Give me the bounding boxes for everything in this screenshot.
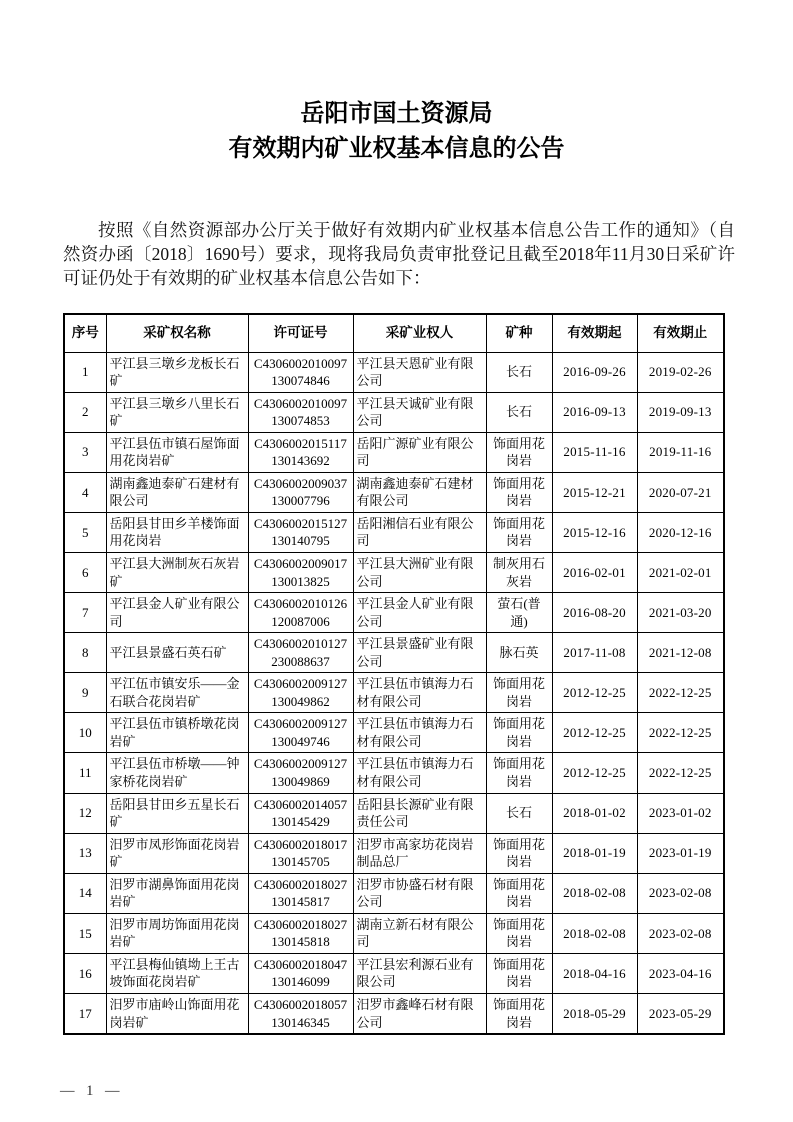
cell-serial-number: 14 (64, 873, 106, 913)
cell-rights-holder: 平江县金人矿业有限公司 (353, 593, 486, 633)
cell-valid-to: 2020-07-21 (637, 472, 724, 512)
cell-rights-holder: 平江县天恩矿业有限公司 (353, 352, 486, 392)
cell-mineral-type: 饰面用花岗岩 (486, 994, 552, 1035)
cell-mineral-type: 长石 (486, 793, 552, 833)
table-row (64, 552, 724, 592)
cell-mine-name: 平江县伍市镇石屋饰面用花岗岩矿 (106, 432, 248, 472)
cell-mineral-type: 饰面用花岗岩 (486, 512, 552, 552)
license-line-1: C4306002010097 (253, 395, 348, 411)
cell-serial-number: 4 (64, 472, 106, 512)
cell-valid-from: 2016-09-13 (552, 392, 637, 432)
table-header-row (64, 314, 724, 352)
license-line-1: C4306002010097 (253, 355, 348, 371)
header-rights-holder: 采矿业权人 (353, 314, 486, 352)
cell-mine-name: 汨罗市庙岭山饰面用花岗岩矿 (106, 994, 248, 1035)
cell-license-number (248, 392, 353, 432)
cell-mine-name: 平江县大洲制灰石灰岩矿 (106, 552, 248, 592)
license-line-2: 130145818 (271, 934, 330, 950)
cell-valid-from: 2015-12-21 (552, 472, 637, 512)
license-line-1: C4306002018047 (253, 956, 348, 972)
table-row (64, 472, 724, 512)
table-row (64, 994, 724, 1035)
cell-serial-number: 16 (64, 953, 106, 993)
license-line-2: 130145429 (271, 814, 330, 830)
cell-license-number (248, 512, 353, 552)
cell-rights-holder: 汨罗市协盛石材有限公司 (353, 873, 486, 913)
cell-mine-name: 平江县梅仙镇坳上王古坡饰面花岗岩矿 (106, 953, 248, 993)
table-row (64, 432, 724, 472)
cell-valid-from: 2018-01-19 (552, 833, 637, 873)
cell-mineral-type: 饰面用花岗岩 (486, 913, 552, 953)
cell-mine-name: 汨罗市湖鼻饰面用花岗岩矿 (106, 873, 248, 913)
cell-rights-holder: 平江县伍市镇海力石材有限公司 (353, 713, 486, 753)
cell-mine-name: 汨罗市凤形饰面花岗岩矿 (106, 833, 248, 873)
cell-valid-to: 2021-02-01 (637, 552, 724, 592)
cell-valid-from: 2016-08-20 (552, 593, 637, 633)
cell-rights-holder: 平江县大洲矿业有限公司 (353, 552, 486, 592)
cell-rights-holder: 岳阳广源矿业有限公司 (353, 432, 486, 472)
license-line-1: C4306002014057 (253, 796, 348, 812)
cell-valid-to: 2023-02-08 (637, 913, 724, 953)
cell-serial-number: 5 (64, 512, 106, 552)
license-line-1: C4306002018027 (253, 916, 348, 932)
license-line-2: 130049746 (271, 733, 330, 749)
cell-mine-name: 岳阳县甘田乡羊楼饰面用花岗岩 (106, 512, 248, 552)
cell-mine-name: 平江县三墩乡八里长石矿 (106, 392, 248, 432)
cell-mineral-type: 脉石英 (486, 633, 552, 673)
cell-mineral-type: 饰面用花岗岩 (486, 713, 552, 753)
license-line-2: 120087006 (271, 613, 330, 629)
cell-serial-number: 7 (64, 593, 106, 633)
cell-valid-to: 2023-01-02 (637, 793, 724, 833)
cell-serial-number: 6 (64, 552, 106, 592)
cell-valid-to: 2022-12-25 (637, 713, 724, 753)
cell-mineral-type: 饰面用花岗岩 (486, 753, 552, 793)
cell-rights-holder: 岳阳县长源矿业有限责任公司 (353, 793, 486, 833)
cell-license-number (248, 713, 353, 753)
license-line-2: 230088637 (271, 653, 330, 669)
cell-mineral-type: 长石 (486, 352, 552, 392)
cell-rights-holder: 平江县景盛矿业有限公司 (353, 633, 486, 673)
license-line-2: 130146345 (271, 1014, 330, 1030)
cell-valid-from: 2018-02-08 (552, 913, 637, 953)
cell-valid-to: 2023-01-19 (637, 833, 724, 873)
table-row (64, 953, 724, 993)
cell-valid-from: 2018-05-29 (552, 994, 637, 1035)
header-serial-number: 序号 (64, 314, 106, 352)
cell-license-number (248, 833, 353, 873)
cell-serial-number: 12 (64, 793, 106, 833)
table-row (64, 352, 724, 392)
cell-valid-from: 2016-02-01 (552, 552, 637, 592)
table-row (64, 593, 724, 633)
document-title (0, 96, 793, 166)
header-valid-from: 有效期起 (552, 314, 637, 352)
license-line-1: C4306002015127 (253, 515, 348, 531)
license-line-2: 130013825 (271, 573, 330, 589)
cell-serial-number: 1 (64, 352, 106, 392)
cell-valid-to: 2021-03-20 (637, 593, 724, 633)
cell-valid-from: 2018-01-02 (552, 793, 637, 833)
mining-permits-table (63, 313, 725, 1035)
cell-rights-holder: 汨罗市鑫峰石材有限公司 (353, 994, 486, 1035)
cell-serial-number: 13 (64, 833, 106, 873)
cell-mine-name: 平江县金人矿业有限公司 (106, 593, 248, 633)
cell-mineral-type: 饰面用花岗岩 (486, 873, 552, 913)
table-row (64, 392, 724, 432)
license-line-2: 130049862 (271, 693, 330, 709)
cell-valid-to: 2023-05-29 (637, 994, 724, 1035)
table-row (64, 873, 724, 913)
license-line-2: 130146099 (271, 974, 330, 990)
cell-serial-number: 17 (64, 994, 106, 1035)
table-row (64, 673, 724, 713)
cell-license-number (248, 673, 353, 713)
license-line-2: 130145817 (271, 894, 330, 910)
cell-mine-name: 平江县景盛石英石矿 (106, 633, 248, 673)
license-line-2: 130143692 (271, 453, 330, 469)
cell-serial-number: 3 (64, 432, 106, 472)
cell-license-number (248, 593, 353, 633)
cell-valid-from: 2018-04-16 (552, 953, 637, 993)
cell-mineral-type: 长石 (486, 392, 552, 432)
table-row (64, 793, 724, 833)
cell-mine-name: 平江伍市镇安乐——金石联合花岗岩矿 (106, 673, 248, 713)
cell-license-number (248, 753, 353, 793)
cell-rights-holder: 湖南鑫迪泰矿石建材有限公司 (353, 472, 486, 512)
table-row (64, 833, 724, 873)
cell-rights-holder: 平江县伍市镇海力石材有限公司 (353, 673, 486, 713)
cell-license-number (248, 352, 353, 392)
cell-valid-to: 2021-12-08 (637, 633, 724, 673)
license-line-2: 130074846 (271, 373, 330, 389)
cell-valid-from: 2015-11-16 (552, 432, 637, 472)
cell-valid-to: 2019-02-26 (637, 352, 724, 392)
cell-mineral-type: 饰面用花岗岩 (486, 673, 552, 713)
header-license-number: 许可证号 (248, 314, 353, 352)
table-row (64, 633, 724, 673)
cell-rights-holder: 汨罗市高家坊花岗岩制品总厂 (353, 833, 486, 873)
license-line-1: C4306002009017 (253, 555, 348, 571)
cell-rights-holder: 平江县伍市镇海力石材有限公司 (353, 753, 486, 793)
license-line-1: C4306002018057 (253, 997, 348, 1012)
cell-valid-from: 2012-12-25 (552, 713, 637, 753)
cell-license-number (248, 793, 353, 833)
page-number: — 1 — (60, 1083, 124, 1099)
cell-serial-number: 9 (64, 673, 106, 713)
license-line-2: 130145705 (271, 854, 330, 870)
cell-license-number (248, 994, 353, 1035)
license-line-1: C4306002015117 (254, 435, 347, 451)
cell-valid-from: 2015-12-16 (552, 512, 637, 552)
cell-mineral-type: 饰面用花岗岩 (486, 432, 552, 472)
license-line-1: C4306002009127 (253, 676, 348, 692)
cell-serial-number: 8 (64, 633, 106, 673)
license-line-1: C4306002018017 (253, 836, 348, 852)
cell-mine-name: 平江县伍市镇桥墩花岗岩矿 (106, 713, 248, 753)
cell-mineral-type: 制灰用石灰岩 (486, 552, 552, 592)
cell-mine-name: 湖南鑫迪泰矿石建材有限公司 (106, 472, 248, 512)
cell-valid-to: 2020-12-16 (637, 512, 724, 552)
cell-license-number (248, 873, 353, 913)
license-line-2: 130007796 (271, 493, 330, 509)
cell-mineral-type: 萤石(普通) (486, 593, 552, 633)
cell-valid-to: 2023-04-16 (637, 953, 724, 993)
cell-valid-to: 2019-11-16 (637, 432, 724, 472)
cell-license-number (248, 913, 353, 953)
cell-serial-number: 11 (64, 753, 106, 793)
cell-license-number (248, 633, 353, 673)
table-row (64, 512, 724, 552)
cell-rights-holder: 平江县宏利源石业有限公司 (353, 953, 486, 993)
intro-paragraph: 按照《自然资源部办公厅关于做好有效期内矿业权基本信息公告工作的通知》（自然资办函〔2018〕1690号）要求，现将我局负责审批登记且截至2018年11月30日采矿许可证仍处于有效期的矿业权基本信息公告如下： (63, 220, 735, 288)
cell-serial-number: 2 (64, 392, 106, 432)
cell-mineral-type: 饰面用花岗岩 (486, 833, 552, 873)
cell-mine-name: 汨罗市周坊饰面用花岗岩矿 (106, 913, 248, 953)
header-valid-to: 有效期止 (637, 314, 724, 352)
cell-rights-holder: 岳阳湘信石业有限公司 (353, 512, 486, 552)
cell-serial-number: 15 (64, 913, 106, 953)
cell-mineral-type: 饰面用花岗岩 (486, 953, 552, 993)
cell-rights-holder: 湖南立新石材有限公司 (353, 913, 486, 953)
table-row (64, 913, 724, 953)
license-line-2: 130140795 (271, 533, 330, 549)
cell-mine-name: 平江县伍市桥墩——钟家桥花岗岩矿 (106, 753, 248, 793)
license-line-1: C4306002009037 (253, 475, 348, 491)
title-line-2: 有效期内矿业权基本信息的公告 (228, 135, 565, 162)
cell-valid-from: 2018-02-08 (552, 873, 637, 913)
table-row (64, 753, 724, 793)
cell-license-number (248, 432, 353, 472)
cell-valid-from: 2012-12-25 (552, 753, 637, 793)
cell-license-number (248, 552, 353, 592)
title-line-1: 岳阳市国土资源局 (300, 100, 493, 127)
cell-valid-to: 2023-02-08 (637, 873, 724, 913)
license-line-1: C4306002018027 (253, 876, 348, 892)
license-line-2: 130049869 (271, 773, 330, 789)
table-row (64, 713, 724, 753)
license-line-1: C4306002010126 (253, 596, 348, 612)
cell-license-number (248, 472, 353, 512)
cell-valid-from: 2017-11-08 (552, 633, 637, 673)
license-line-1: C4306002010127 (253, 636, 348, 652)
cell-valid-to: 2022-12-25 (637, 753, 724, 793)
cell-valid-to: 2022-12-25 (637, 673, 724, 713)
cell-rights-holder: 平江县天诚矿业有限公司 (353, 392, 486, 432)
header-mine-name: 采矿权名称 (106, 314, 248, 352)
cell-valid-from: 2016-09-26 (552, 352, 637, 392)
license-line-1: C4306002009127 (253, 756, 348, 772)
cell-license-number (248, 953, 353, 993)
cell-mine-name: 平江县三墩乡龙板长石矿 (106, 352, 248, 392)
cell-valid-from: 2012-12-25 (552, 673, 637, 713)
cell-mineral-type: 饰面用花岗岩 (486, 472, 552, 512)
license-line-1: C4306002009127 (253, 716, 348, 732)
cell-mine-name: 岳阳县甘田乡五星长石矿 (106, 793, 248, 833)
cell-valid-to: 2019-09-13 (637, 392, 724, 432)
cell-serial-number: 10 (64, 713, 106, 753)
license-line-2: 130074853 (271, 413, 330, 429)
header-mineral-type: 矿种 (486, 314, 552, 352)
